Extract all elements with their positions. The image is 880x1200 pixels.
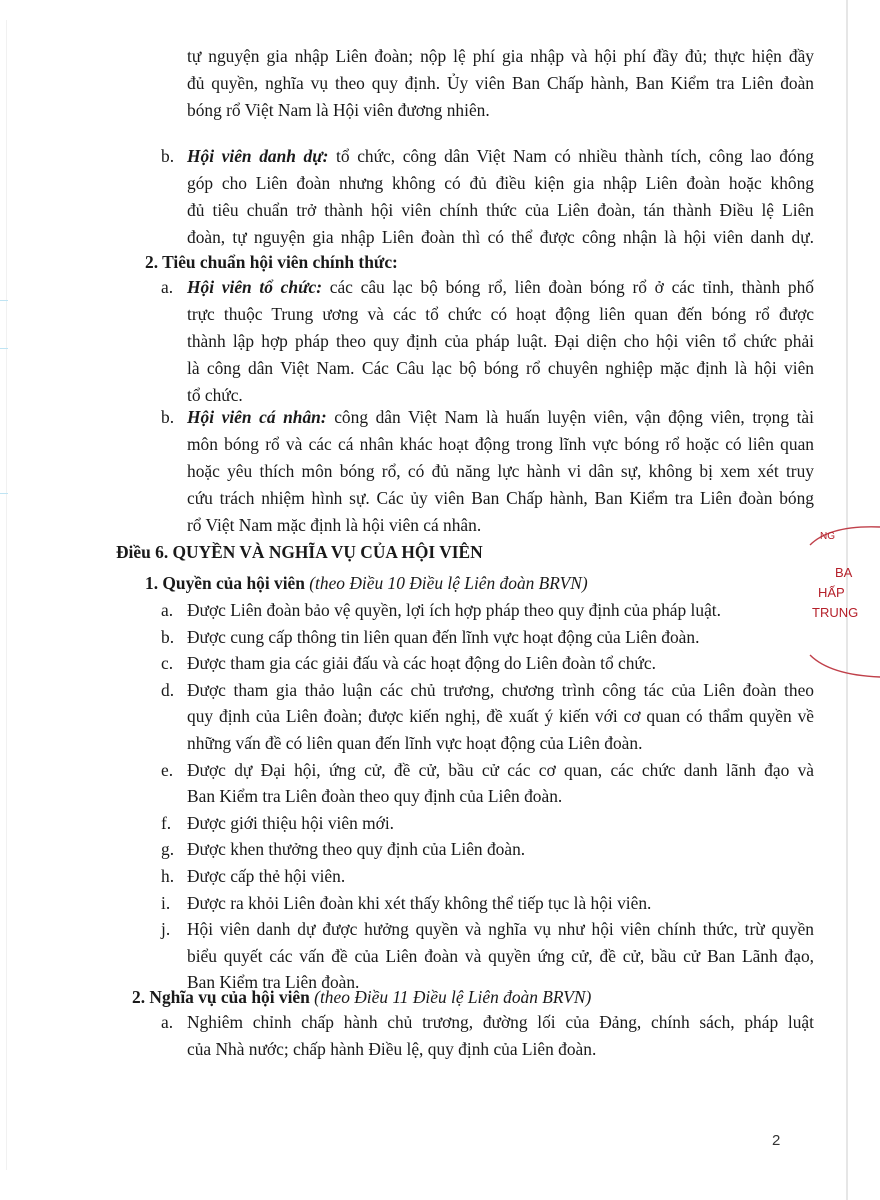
list-item-continuation: quy định của Liên đoàn; được kiến nghị, đề xuất ý kiến với cơ quan có thẩm quyền về bbox=[187, 706, 814, 727]
list-label: b. bbox=[161, 626, 175, 647]
scan-artifact bbox=[0, 348, 8, 349]
definition-text: công dân Việt Nam là huấn luyện viên, vận động viên, trọng tài bbox=[326, 407, 814, 427]
list-item: Được ra khỏi Liên đoàn khi xét thấy không thể tiếp tục là hội viên. bbox=[187, 892, 652, 913]
list-item: Hội viên danh dự được hưởng quyền và nghĩa vụ như hội viên chính thức, trừ quyền bbox=[187, 919, 814, 940]
paragraph-line: môn bóng rổ và các cá nhân khác hoạt động trong lĩnh vực bóng rổ hoặc có liên quan bbox=[187, 434, 814, 454]
list-item-continuation: Ban Kiểm tra Liên đoàn theo quy định của Liên đoàn. bbox=[187, 786, 563, 807]
stamp-arc bbox=[810, 655, 880, 677]
paragraph-line: hoặc yêu thích môn bóng rổ, có đủ năng lực hành vi dân sự, không bị xem xét truy bbox=[187, 461, 814, 481]
list-item: Được cung cấp thông tin liên quan đến lĩnh vực hoạt động của Liên đoàn. bbox=[187, 626, 700, 647]
paragraph-line: đoàn, tự nguyện gia nhập Liên đoàn thì có thể được công nhận là hội viên danh dự. bbox=[187, 227, 814, 247]
paragraph-line: là công dân Việt Nam. Các Câu lạc bộ bóng rổ chuyên nghiệp mặc định là hội viên bbox=[187, 358, 814, 378]
list-label: d. bbox=[161, 679, 175, 700]
page-number: 2 bbox=[772, 1132, 781, 1149]
duties-reference: (theo Điều 11 Điều lệ Liên đoàn BRVN) bbox=[309, 987, 592, 1007]
list-item bbox=[187, 275, 814, 299]
list-item: Được Liên đoàn bảo vệ quyền, lợi ích hợp pháp theo quy định của pháp luật. bbox=[187, 600, 721, 620]
list-item: Được tham gia thảo luận các chủ trương, chương trình công tác của Liên đoàn theo bbox=[187, 679, 814, 700]
rights-heading: 1. Quyền của hội viên bbox=[145, 573, 305, 593]
subsection-heading bbox=[145, 571, 588, 595]
list-item: Được dự Đại hội, ứng cử, đề cử, bầu cử các cơ quan, các chức danh lãnh đạo và bbox=[187, 759, 814, 780]
scan-edge-left bbox=[6, 20, 7, 1170]
section-heading: 2. Tiêu chuẩn hội viên chính thức: bbox=[145, 252, 398, 272]
list-label: g. bbox=[161, 839, 175, 860]
list-item-continuation: biểu quyết các vấn đề của Liên đoàn và quyền ứng cử, đề cử, bầu cử Ban Lãnh đạo, bbox=[187, 945, 814, 966]
list-label: b. bbox=[161, 146, 175, 166]
list-item-continuation: những vấn đề có liên quan đến lĩnh vực hoạt động của Liên đoàn. bbox=[187, 733, 643, 753]
stamp-text: HẤP bbox=[818, 585, 845, 600]
subsection-heading bbox=[132, 985, 591, 1009]
list-label: j. bbox=[161, 919, 171, 940]
paragraph-line: rổ Việt Nam mặc định là hội viên cá nhân. bbox=[187, 515, 482, 535]
stamp-text: NG bbox=[820, 531, 835, 542]
list-item: Được giới thiệu hội viên mới. bbox=[187, 812, 395, 833]
list-item bbox=[187, 144, 814, 168]
paragraph-line: góp cho Liên đoàn nhưng không có đủ điều kiện gia nhập Liên đoàn hoặc không bbox=[187, 173, 814, 193]
paragraph-line: thành lập hợp pháp theo quy định của pháp luật. Đại diện cho hội viên tổ chức phải bbox=[187, 331, 814, 351]
list-item: Được khen thưởng theo quy định của Liên đoàn. bbox=[187, 839, 526, 860]
list-item: Nghiêm chỉnh chấp hành chủ trương, đường lối của Đảng, chính sách, pháp luật bbox=[187, 1012, 814, 1032]
paragraph-line: đủ tiêu chuẩn trở thành hội viên chính thức của Liên đoàn, tán thành Điều lệ Liên bbox=[187, 200, 814, 220]
red-stamp bbox=[790, 515, 880, 675]
duties-heading: 2. Nghĩa vụ của hội viên bbox=[132, 987, 310, 1007]
term-honorary-member: Hội viên danh dự: bbox=[187, 146, 329, 166]
stamp-text: TRUNG bbox=[812, 605, 859, 620]
list-item-continuation: của Nhà nước; chấp hành Điều lệ, quy định của Liên đoàn. bbox=[187, 1039, 597, 1059]
list-item bbox=[187, 405, 814, 429]
list-label: f. bbox=[161, 812, 172, 833]
term-individual-member: Hội viên cá nhân: bbox=[187, 407, 327, 427]
list-label: c. bbox=[161, 653, 174, 674]
list-label: a. bbox=[161, 600, 174, 620]
list-label: i. bbox=[161, 892, 171, 913]
list-item-continuation: Ban Kiểm tra Liên đoàn. bbox=[187, 972, 360, 993]
list-label: h. bbox=[161, 866, 175, 886]
list-label: b. bbox=[161, 407, 175, 427]
list-item: Được tham gia các giải đấu và các hoạt động do Liên đoàn tổ chức. bbox=[187, 653, 656, 674]
paragraph-line: đủ quyền, nghĩa vụ theo quy định. Ủy viên Ban Chấp hành, Ban Kiểm tra Liên đoàn bbox=[187, 73, 814, 93]
paragraph-line: tự nguyện gia nhập Liên đoàn; nộp lệ phí gia nhập và hội phí đầy đủ; thực hiện đầy bbox=[187, 46, 814, 66]
list-label: a. bbox=[161, 277, 174, 297]
paragraph-line: bóng rổ Việt Nam là Hội viên đương nhiên. bbox=[187, 100, 490, 120]
scan-artifact bbox=[0, 300, 8, 301]
paragraph-line: tổ chức. bbox=[187, 385, 243, 405]
list-label: a. bbox=[161, 1012, 174, 1032]
article-heading: Điều 6. QUYỀN VÀ NGHĨA VỤ CỦA HỘI VIÊN bbox=[116, 542, 483, 562]
paragraph-line: trực thuộc Trung ương và các tổ chức có hoạt động liên quan đến bóng rổ được bbox=[187, 304, 814, 324]
term-organization-member: Hội viên tổ chức: bbox=[187, 277, 323, 297]
list-item: Được cấp thẻ hội viên. bbox=[187, 866, 346, 886]
definition-text: tổ chức, công dân Việt Nam có nhiều thành tích, công lao đóng bbox=[328, 146, 814, 166]
stamp-text: BA bbox=[835, 565, 853, 580]
list-label: e. bbox=[161, 759, 174, 780]
definition-text: các câu lạc bộ bóng rổ, liên đoàn bóng rổ ở các tỉnh, thành phố bbox=[322, 277, 815, 297]
rights-reference: (theo Điều 10 Điều lệ Liên đoàn BRVN) bbox=[304, 573, 588, 593]
paragraph-line: cứu trách nhiệm hình sự. Các ủy viên Ban Chấp hành, Ban Kiểm tra Liên đoàn bóng bbox=[187, 488, 814, 508]
scan-artifact bbox=[0, 493, 8, 494]
